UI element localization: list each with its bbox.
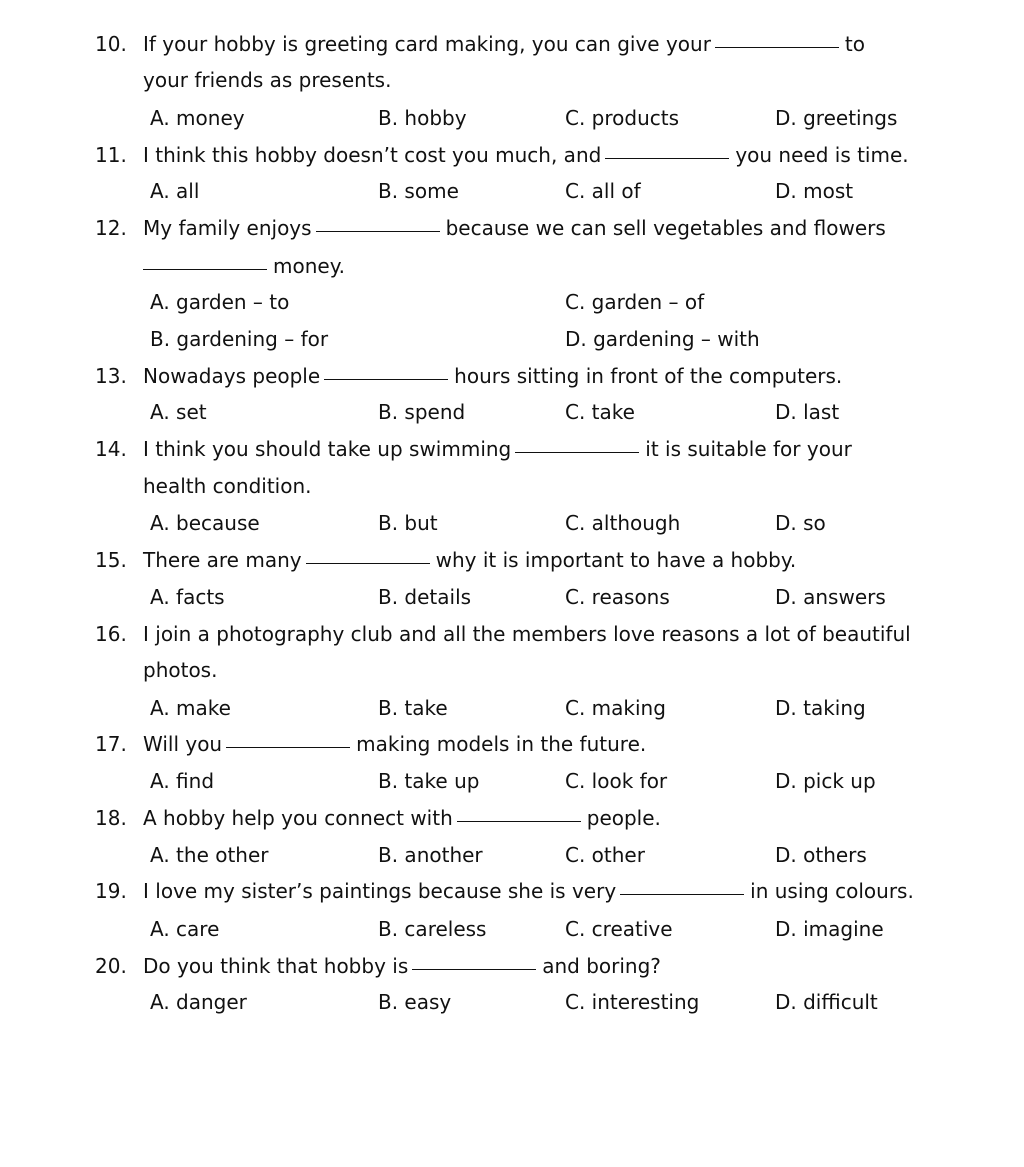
options-row <box>0 766 876 796</box>
stem-part: people. <box>586 806 661 830</box>
question-text <box>143 434 852 464</box>
question-text <box>143 140 909 170</box>
answer-blank <box>515 451 639 453</box>
option-b: B. gardening – for <box>150 327 329 351</box>
stem-part: why it is important to have a hobby. <box>435 548 797 572</box>
option-d: D. greetings <box>775 106 898 130</box>
answer-blank <box>306 562 430 564</box>
option-a: A. danger <box>150 990 247 1014</box>
option-b: B. easy <box>378 990 452 1014</box>
option-d: D. answers <box>775 585 886 609</box>
option-d: D. most <box>775 179 854 203</box>
question-text <box>143 729 646 759</box>
option-d: D. gardening – with <box>565 327 760 351</box>
answer-blank <box>605 157 729 159</box>
stem-part: because we can sell vegetables and flowers <box>445 216 886 240</box>
stem-part: it is suitable for your <box>645 437 852 461</box>
options-row <box>0 840 867 870</box>
question-text <box>143 951 661 981</box>
question-number: 20. <box>95 954 127 978</box>
question-continuation-row <box>0 471 312 501</box>
stem-part: My family enjoys <box>143 216 312 240</box>
option-a: A. the other <box>150 843 269 867</box>
option-b: B. careless <box>378 917 487 941</box>
option-d: D. others <box>775 843 867 867</box>
question-continuation <box>143 251 345 281</box>
stem-part: A hobby help you connect with <box>143 806 453 830</box>
question-stem-row <box>0 729 647 759</box>
question-number: 16. <box>95 622 127 646</box>
option-b: B. take <box>378 696 448 720</box>
stem-part: If your hobby is greeting card making, you can give your <box>143 32 711 56</box>
question-continuation: health condition. <box>143 474 312 498</box>
question-number: 15. <box>95 548 127 572</box>
option-d: D. pick up <box>775 769 876 793</box>
question-number: 10. <box>95 32 127 56</box>
question-number: 17. <box>95 732 127 756</box>
stem-part: hours sitting in front of the computers. <box>454 364 843 388</box>
option-a: A. because <box>150 511 260 535</box>
question-number: 13. <box>95 364 127 388</box>
stem-part: I love my sister’s paintings because she is very <box>143 879 617 903</box>
option-c: C. making <box>565 696 666 720</box>
options-row <box>0 508 826 538</box>
stem-part: Will you <box>143 732 223 756</box>
answer-blank <box>457 820 581 822</box>
question-stem-row <box>0 619 911 649</box>
option-c: C. look for <box>565 769 668 793</box>
option-d: D. last <box>775 400 840 424</box>
option-c: C. although <box>565 511 681 535</box>
options-row <box>0 324 760 354</box>
option-b: B. details <box>378 585 472 609</box>
option-b: B. spend <box>378 400 466 424</box>
option-a: A. all <box>150 179 200 203</box>
question-continuation: your friends as presents. <box>143 68 392 92</box>
options-row <box>0 103 898 133</box>
options-row <box>0 176 854 206</box>
answer-blank <box>226 746 350 748</box>
option-d: D. difficult <box>775 990 878 1014</box>
answer-blank <box>324 378 448 380</box>
question-stem-row <box>0 29 865 59</box>
stem-part: Nowadays people <box>143 364 321 388</box>
question-text <box>143 545 796 575</box>
option-c: C. garden – of <box>565 290 705 314</box>
stem-part: Do you think that hobby is <box>143 954 409 978</box>
option-a: A. set <box>150 400 207 424</box>
option-c: C. products <box>565 106 680 130</box>
options-row <box>0 582 886 612</box>
answer-blank <box>316 230 440 232</box>
question-text <box>143 876 914 906</box>
stem-part: and boring? <box>542 954 661 978</box>
option-a: A. money <box>150 106 245 130</box>
option-d: D. imagine <box>775 917 884 941</box>
option-c: C. other <box>565 843 645 867</box>
option-b: B. another <box>378 843 483 867</box>
question-continuation-row <box>0 65 392 95</box>
question-text: I join a photography club and all the members love reasons a lot of beautiful <box>143 622 911 646</box>
option-b: B. but <box>378 511 438 535</box>
option-a: A. make <box>150 696 231 720</box>
question-stem-row <box>0 803 661 833</box>
stem-part: There are many <box>143 548 302 572</box>
option-a: A. find <box>150 769 215 793</box>
option-b: B. take up <box>378 769 480 793</box>
question-number: 19. <box>95 879 127 903</box>
question-text <box>143 29 865 59</box>
question-stem-row <box>0 545 797 575</box>
options-row <box>0 693 866 723</box>
question-continuation: photos. <box>143 658 218 682</box>
stem-part: I think this hobby doesn’t cost you much, and <box>143 143 602 167</box>
options-row <box>0 397 840 427</box>
question-number: 18. <box>95 806 127 830</box>
question-text <box>143 213 886 243</box>
question-stem-row <box>0 140 909 170</box>
options-row <box>0 914 884 944</box>
question-stem-row <box>0 876 914 906</box>
answer-blank <box>412 968 536 970</box>
stem-part: I think you should take up swimming <box>143 437 512 461</box>
option-c: C. all of <box>565 179 641 203</box>
stem-part: making models in the future. <box>356 732 647 756</box>
answer-blank <box>143 268 267 270</box>
question-stem-row <box>0 361 843 391</box>
question-stem-row <box>0 213 886 243</box>
options-row <box>0 287 705 317</box>
question-text <box>143 803 661 833</box>
stem-part: you need is time. <box>735 143 909 167</box>
option-a: A. care <box>150 917 220 941</box>
option-a: A. facts <box>150 585 225 609</box>
option-c: C. creative <box>565 917 673 941</box>
question-continuation-row <box>0 655 218 685</box>
answer-blank <box>715 46 839 48</box>
option-b: B. hobby <box>378 106 467 130</box>
stem-part: money. <box>273 254 346 278</box>
stem-part: to <box>844 32 865 56</box>
question-stem-row <box>0 951 661 981</box>
option-b: B. some <box>378 179 459 203</box>
question-number: 11. <box>95 143 127 167</box>
question-number: 14. <box>95 437 127 461</box>
option-a: A. garden – to <box>150 290 290 314</box>
option-c: C. reasons <box>565 585 670 609</box>
question-text <box>143 361 842 391</box>
answer-blank <box>620 893 744 895</box>
option-d: D. taking <box>775 696 866 720</box>
question-continuation-row <box>0 251 346 281</box>
option-d: D. so <box>775 511 826 535</box>
option-c: C. interesting <box>565 990 700 1014</box>
question-stem-row <box>0 434 852 464</box>
option-c: C. take <box>565 400 635 424</box>
stem-part: in using colours. <box>750 879 914 903</box>
options-row <box>0 987 878 1017</box>
question-number: 12. <box>95 216 127 240</box>
